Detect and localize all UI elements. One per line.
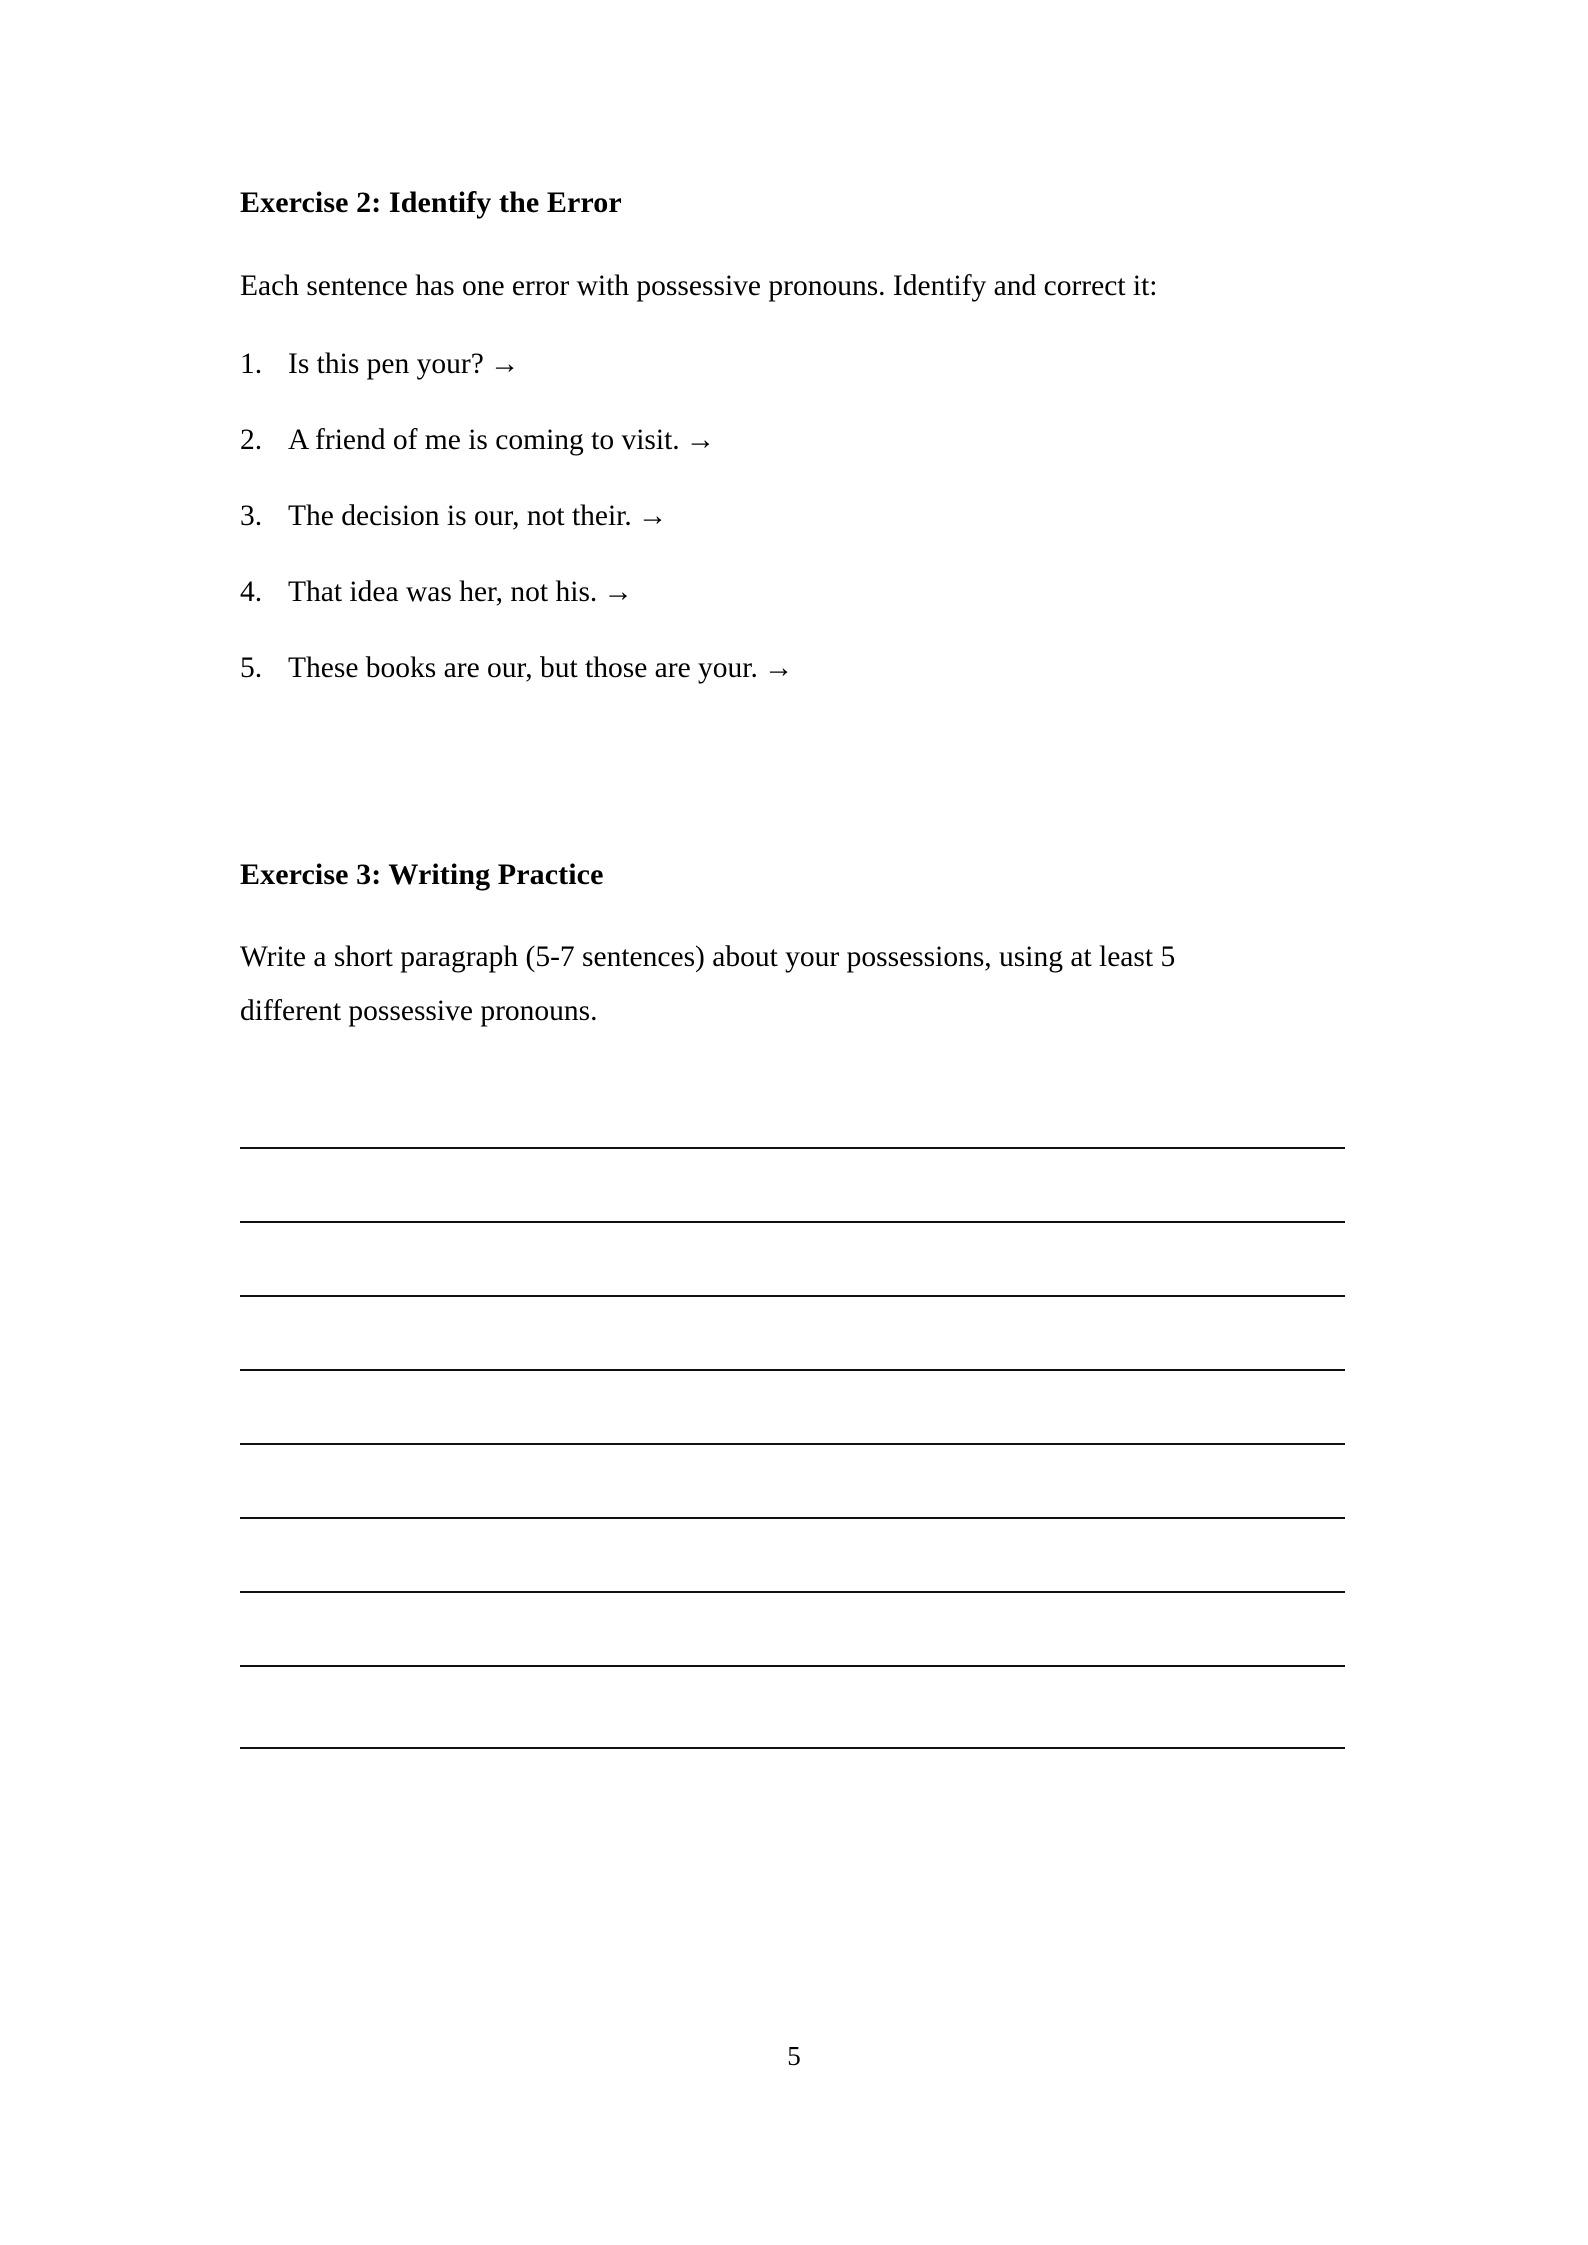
list-item-text: That idea was her, not his. (288, 575, 598, 608)
writing-line[interactable] (240, 1371, 1345, 1445)
list-item-number: 3. (240, 499, 263, 532)
spacer (240, 892, 1240, 930)
arrow-icon: → (685, 423, 716, 456)
writing-line[interactable] (240, 1223, 1345, 1297)
list-item-number: 2. (240, 423, 263, 456)
arrow-icon: → (637, 499, 668, 532)
exercise-3-heading: Exercise 3: Writing Practice (240, 857, 604, 891)
list-item-number: 5. (240, 651, 263, 684)
writing-line[interactable] (240, 1445, 1345, 1519)
list-item (240, 650, 1240, 686)
section-gap (240, 686, 1240, 858)
list-item-text: The decision is our, not their. (288, 499, 632, 532)
error-identification-list (240, 346, 1240, 686)
list-item (240, 498, 1240, 534)
exercise-3-instruction: Write a short paragraph (5-7 sentences) about your possessions, using at least 5 different possessive pronouns. (240, 941, 1176, 1027)
list-item (240, 346, 1240, 382)
exercise-2-heading: Exercise 2: Identify the Error (240, 186, 622, 219)
writing-line[interactable] (240, 1297, 1345, 1371)
page-content (240, 186, 1240, 1038)
list-item-text: A friend of me is coming to visit. (288, 423, 680, 456)
spacer (240, 313, 1240, 346)
list-item-number: 1. (240, 347, 263, 380)
writing-line[interactable] (240, 1075, 1345, 1149)
list-item (240, 574, 1240, 610)
writing-line[interactable] (240, 1149, 1345, 1223)
arrow-icon: → (603, 575, 633, 608)
arrow-icon: → (763, 651, 794, 684)
list-item-number: 4. (240, 575, 263, 608)
writing-line[interactable] (240, 1593, 1345, 1667)
arrow-icon: → (489, 347, 520, 380)
list-item-text: Is this pen your? (288, 347, 484, 380)
list-item (240, 422, 1240, 458)
writing-line[interactable] (240, 1667, 1345, 1749)
list-item-text: These books are our, but those are your. (288, 651, 758, 684)
page-number: 5 (787, 2041, 801, 2071)
exercise-2-instruction: Each sentence has one error with possessive pronouns. Identify and correct it: (240, 269, 1158, 302)
answer-writing-lines[interactable] (240, 1075, 1345, 1749)
writing-line[interactable] (240, 1519, 1345, 1593)
spacer (240, 221, 1240, 259)
